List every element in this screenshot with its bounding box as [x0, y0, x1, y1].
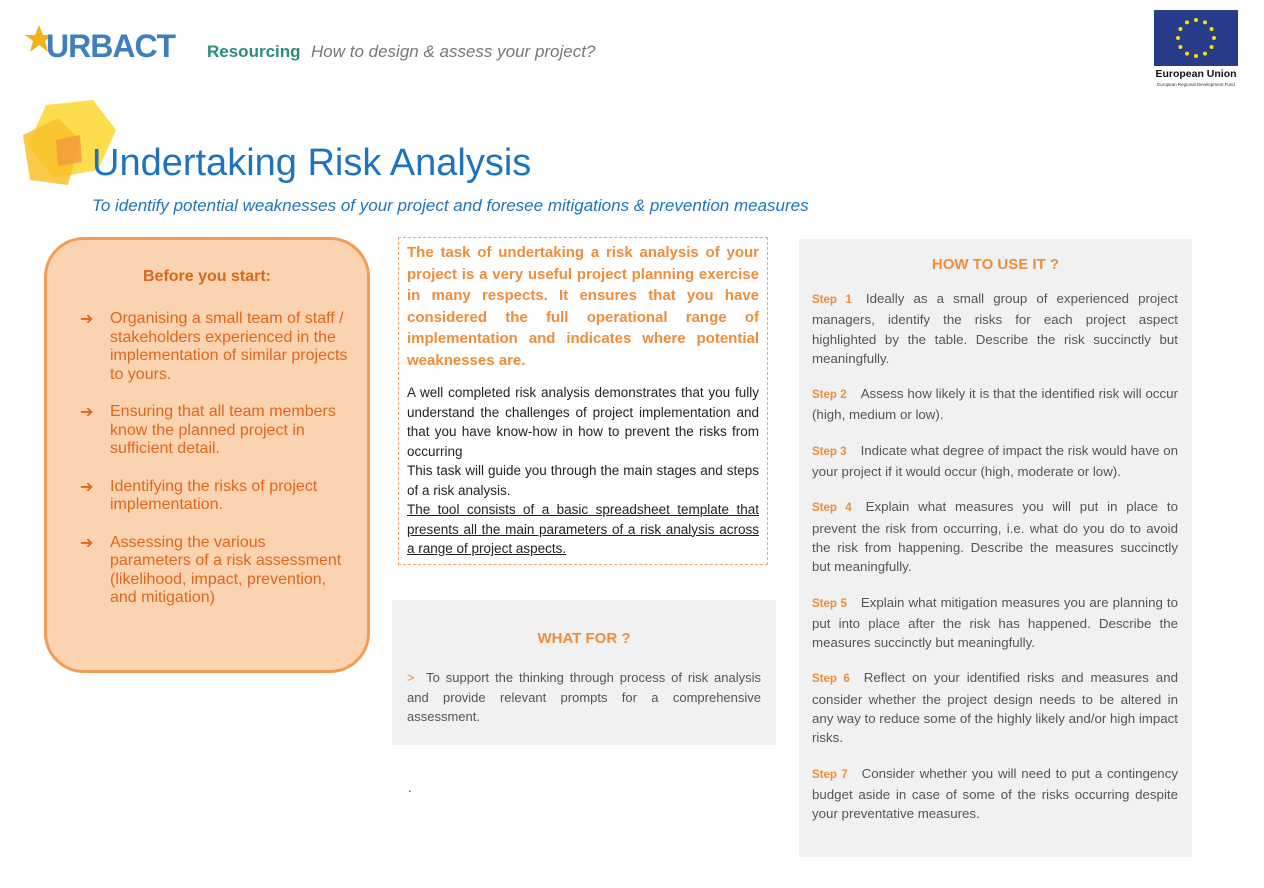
step-item: Step 5 Explain what mitigation measures you are planning to put into place after the risk has happened. Describe the measures succinctly but meaningfully.: [812, 594, 1178, 651]
before-heading: Before you start:: [142, 268, 272, 285]
eu-star-icon: [1203, 52, 1207, 56]
urbact-logo: [24, 24, 194, 66]
intro-paragraph-underlined: The tool consists of a basic spreadsheet template that presents all the main parameters of a risk analysis across a range of project aspects.: [407, 502, 759, 556]
logo-wordmark: URBACT: [46, 28, 176, 64]
eu-star-icon: [1210, 45, 1214, 49]
arrow-right-icon: ➔: [80, 478, 94, 496]
how-to-heading: HOW TO USE IT ?: [931, 256, 1060, 273]
eu-star-icon: [1185, 52, 1189, 56]
eu-star-icon: [1194, 18, 1198, 22]
eu-flag-icon: [1154, 10, 1238, 66]
before-you-start-panel: [44, 237, 370, 673]
how-to-use-panel: [799, 239, 1192, 857]
page-subtitle: To identify potential weaknesses of your project and foresee mitigations & prevention measures: [92, 196, 809, 215]
what-for-text: > To support the thinking through process of risk analysis and provide relevant prompts for a comprehensive assessment.: [407, 670, 761, 724]
steps-list: [812, 289, 1178, 840]
list-item: ➔ Ensuring that all team members know the planned project in sufficient detail.: [80, 403, 336, 457]
list-item: ➔ Organising a small team of staff / stakeholders experienced in the implementation of similar projects to yours.: [80, 310, 348, 383]
intro-paragraph: This task will guide you through the main stages and steps of a risk analysis.: [407, 463, 759, 498]
eu-star-icon: [1210, 27, 1214, 31]
eu-star-icon: [1176, 36, 1180, 40]
step-item: Step 4 Explain what measures you will put in place to prevent the risk from occurring, i.e. what do you do to avoid the risk from happening. Describe the measures succinctly but meaningfully.: [812, 499, 1179, 575]
intro-paragraph: A well completed risk analysis demonstrates that you fully understand the challenges of project implementation and that you have know-how in how to prevent the risks from occurring: [407, 385, 759, 459]
stray-dot: .: [408, 780, 412, 795]
list-item: ➔ Identifying the risks of project implementation.: [80, 477, 318, 513]
eu-star-icon: [1185, 20, 1189, 24]
eu-star-icon: [1203, 20, 1207, 24]
eu-name: European Union: [1155, 68, 1237, 80]
intro-lead: The task of undertaking a risk analysis of your project is a very useful project planning exercise in many respects. It ensures that you have considered the full operational range of implementation and indicates where potential weaknesses are.: [407, 244, 759, 369]
intro-box: [398, 237, 768, 565]
arrow-right-icon: ➔: [80, 404, 94, 421]
header-subtitle: How to design & assess your project?: [311, 42, 596, 61]
header-section: Resourcing: [207, 42, 301, 61]
eu-star-icon: [1212, 36, 1216, 40]
eu-fund: European Regional Development Fund: [1157, 82, 1235, 87]
page-title: Undertaking Risk Analysis: [92, 142, 532, 184]
before-list: [80, 310, 350, 627]
step-item: Step 2 Assess how likely it is that the identified risk will occur (high, medium or low).: [812, 386, 1178, 423]
step-item: Step 1 Ideally as a small group of experienced project managers, identify the risks for each project aspect highlighted by the table. Describe the risk succinctly but meaningfully.: [812, 291, 1178, 366]
eu-star-icon: [1194, 54, 1198, 58]
arrow-right-icon: ➔: [80, 534, 94, 552]
eu-star-icon: [1178, 45, 1182, 49]
arrow-right-icon: ➔: [80, 311, 94, 328]
what-for-panel: [392, 600, 776, 745]
marker: >: [407, 670, 415, 685]
list-item: ➔ Assessing the various parameters of a risk assessment (likelihood, impact, prevention, and mitigation): [80, 533, 342, 606]
step-item: Step 7 Consider whether you will need to put a contingency budget aside in case of some of the risks occurring despite your preventative measures.: [812, 765, 1178, 822]
eu-logo: [1150, 10, 1242, 92]
eu-star-icon: [1178, 27, 1182, 31]
step-item: Step 3 Indicate what degree of impact the risk would have on your project if it would occur (high, moderate or low).: [812, 442, 1179, 480]
step-item: Step 6 Reflect on your identified risks and measures and consider whether the project design needs to be altered in any way to reduce some of the highly likely and/or high impact risks.: [812, 670, 1178, 746]
what-for-heading: WHAT FOR ?: [537, 630, 631, 647]
